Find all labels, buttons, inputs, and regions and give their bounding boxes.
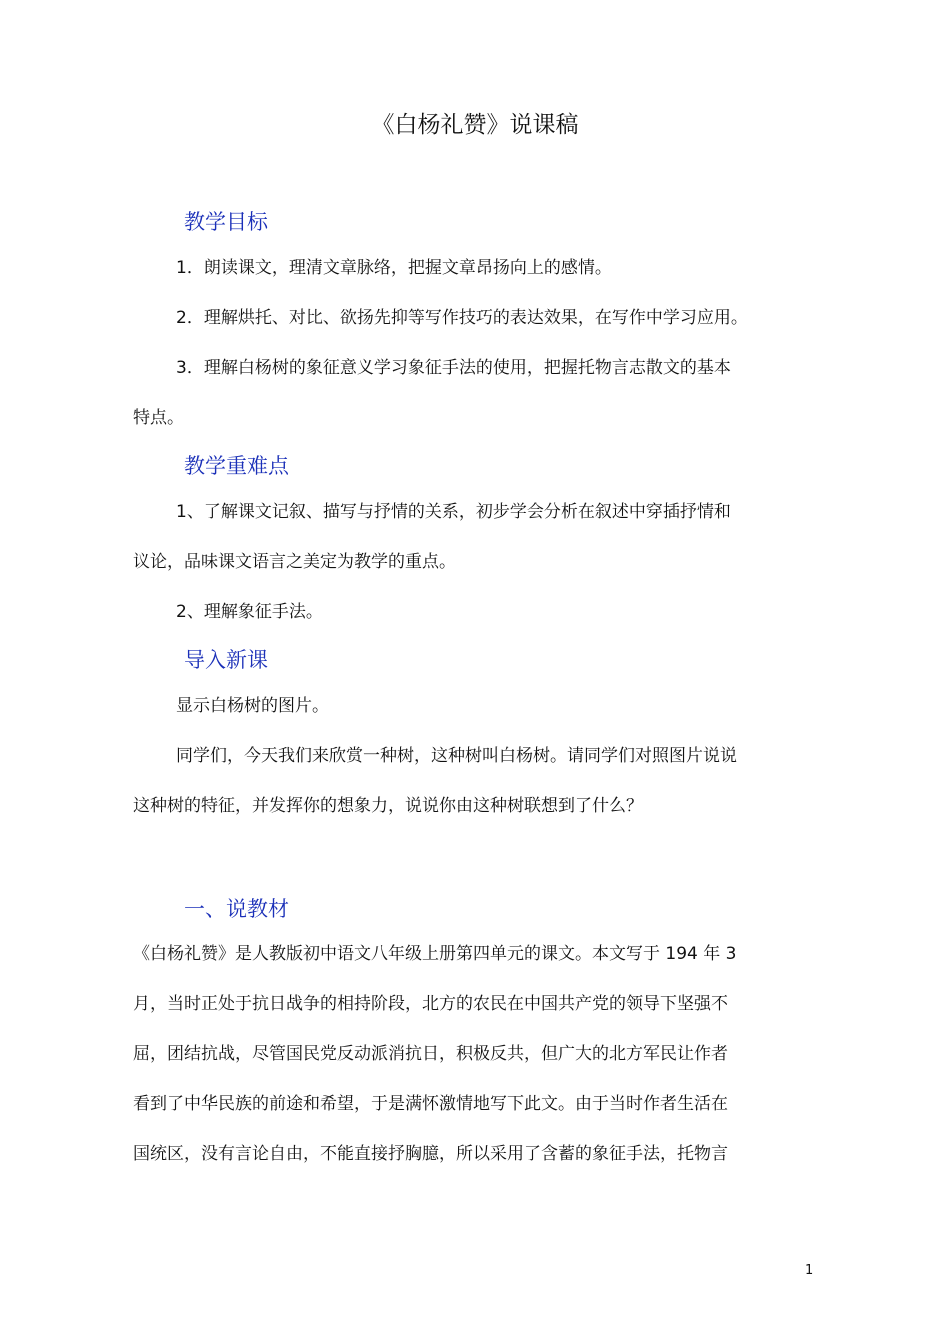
- intro-line-2: 同学们，今天我们来欣赏一种树，这种树叫白杨树。请同学们对照图片说说: [176, 746, 737, 766]
- heading-teaching-goals: 教学目标: [184, 210, 268, 234]
- textbook-line-3: 屈，团结抗战，尽管国民党反动派消抗日，积极反共，但广大的北方军民让作者: [133, 1044, 728, 1064]
- heading-textbook: 一、说教材: [184, 897, 289, 921]
- textbook-line-5: 国统区，没有言论自由，不能直接抒胸臆，所以采用了含蓄的象征手法，托物言: [133, 1144, 728, 1164]
- difficulty-item-1-line-2: 议论，品味课文语言之美定为教学的重点。: [133, 552, 456, 572]
- heading-intro: 导入新课: [184, 648, 268, 672]
- difficulty-item-1-line-1: 1、了解课文记叙、描写与抒情的关系，初步学会分析在叙述中穿插抒情和: [176, 502, 731, 522]
- page-number: 1: [805, 1263, 814, 1278]
- textbook-line-4: 看到了中华民族的前途和希望，于是满怀激情地写下此文。由于当时作者生活在: [133, 1094, 728, 1114]
- page-title: 《白杨礼赞》说课稿: [371, 112, 579, 138]
- textbook-line-2: 月，当时正处于抗日战争的相持阶段，北方的农民在中国共产党的领导下坚强不: [133, 994, 728, 1014]
- textbook-line-1: 《白杨礼赞》是人教版初中语文八年级上册第四单元的课文。本文写于 194 年 3: [133, 944, 737, 964]
- goal-item-2: 2．理解烘托、对比、欲扬先抑等写作技巧的表达效果，在写作中学习应用。: [176, 308, 748, 328]
- intro-line-1: 显示白杨树的图片。: [176, 696, 329, 716]
- intro-line-3: 这种树的特征，并发挥你的想象力，说说你由这种树联想到了什么？: [133, 796, 643, 816]
- heading-key-difficulties: 教学重难点: [184, 454, 289, 478]
- goal-item-3-line-2: 特点。: [133, 408, 184, 428]
- goal-item-3-line-1: 3．理解白杨树的象征意义学习象征手法的使用，把握托物言志散文的基本: [176, 358, 731, 378]
- difficulty-item-2: 2、理解象征手法。: [176, 602, 323, 622]
- goal-item-1: 1．朗读课文，理清文章脉络，把握文章昂扬向上的感情。: [176, 258, 612, 278]
